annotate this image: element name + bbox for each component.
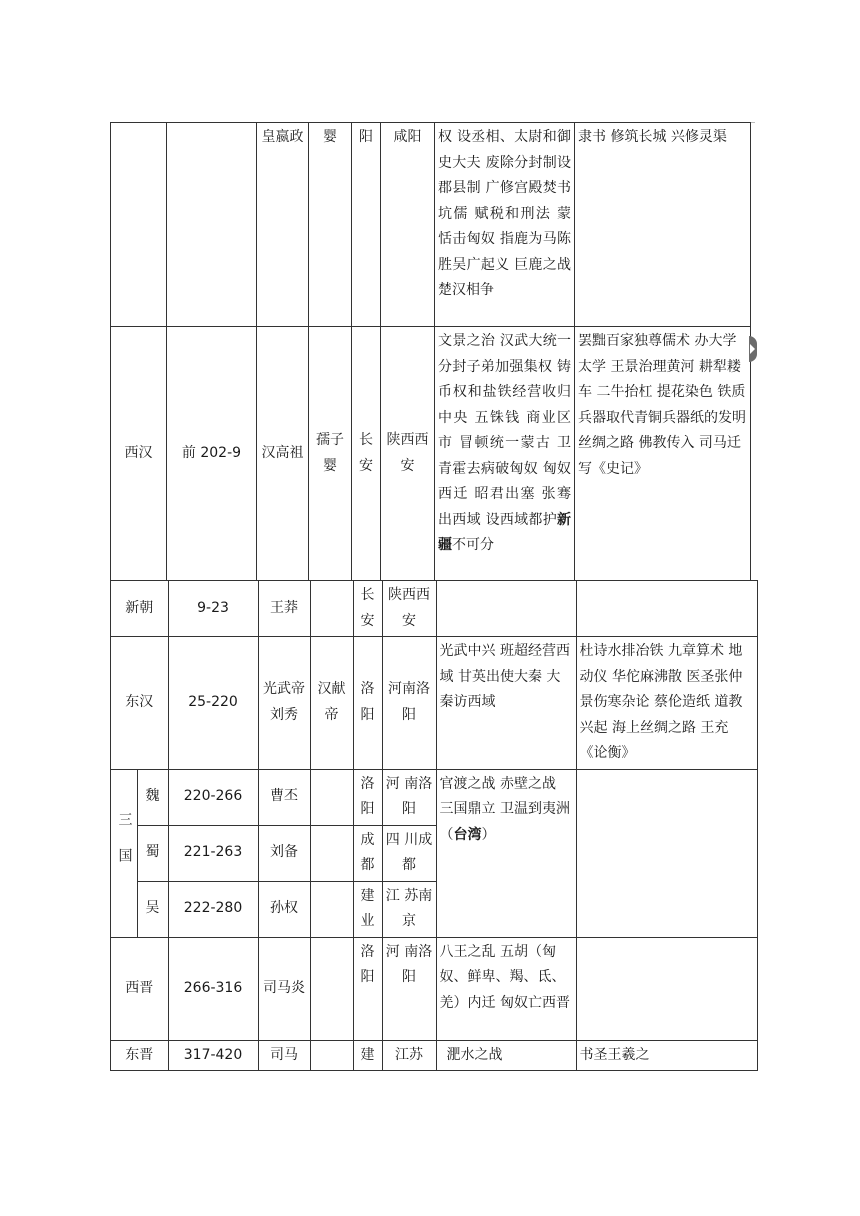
sanguo-label: 三国 <box>116 812 133 885</box>
table-row-qin <box>111 123 751 327</box>
years-cell: 9-23 <box>168 581 258 637</box>
capital-cell: 成都 <box>353 825 382 881</box>
events-cell: 光武中兴 班超经营西域 甘英出使大秦 大秦访西域 <box>436 637 576 770</box>
table-row-xijin <box>111 937 758 1040</box>
first-ruler-cell: 汉高祖 <box>257 327 309 581</box>
first-ruler-cell: 司马炎 <box>258 937 310 1040</box>
state-name-cell: 吴 <box>137 881 168 937</box>
dynasty-table-upper <box>110 122 751 581</box>
last-ruler-cell <box>310 769 353 825</box>
dynasty-cell-sanguo <box>111 769 138 937</box>
location-cell: 陕西西安 <box>381 327 435 581</box>
culture-cell <box>576 769 757 937</box>
location-cell: 咸阳 <box>381 123 435 327</box>
location-cell: 陕西西安 <box>382 581 436 637</box>
capital-cell: 长安 <box>352 327 381 581</box>
events-bold-text: 台湾 <box>453 826 482 843</box>
years-cell: 222-280 <box>168 881 258 937</box>
culture-cell: 书圣王羲之 <box>576 1040 757 1071</box>
location-cell: 河南洛阳 <box>382 637 436 770</box>
years-cell: 317-420 <box>168 1040 258 1071</box>
events-cell <box>435 327 575 581</box>
dynasty-table-lower <box>110 580 758 1071</box>
dynasty-cell: 西晋 <box>111 937 169 1040</box>
events-cell <box>436 581 576 637</box>
last-ruler-cell <box>310 881 353 937</box>
culture-cell: 杜诗水排冶铁 九章算术 地动仪 华佗麻沸散 医圣张仲景伤寒杂论 蔡伦造纸 道教兴起 海上丝绸之路 王充《论衡》 <box>576 637 757 770</box>
table-row-dongjin <box>111 1040 758 1071</box>
last-ruler-cell <box>310 581 353 637</box>
location-cell: 四 川成都 <box>382 825 436 881</box>
last-ruler-cell <box>310 1040 353 1071</box>
events-text: 文景之治 汉武大统一 分封子弟加强集权 铸币权和盐铁经营收归中央 五铢钱 商业区市 冒顿统一蒙古 卫青霍去病破匈奴 匈奴西迁 昭君出塞 张骞出西域 设西域都护 <box>438 333 571 528</box>
events-bold-text: 新疆 <box>438 511 571 553</box>
ruler-cell: 孙权 <box>258 881 310 937</box>
culture-cell <box>576 581 757 637</box>
dynasty-cell: 东汉 <box>111 637 169 770</box>
location-cell: 河 南洛阳 <box>382 937 436 1040</box>
events-text: 官渡之战 赤壁之战 三国鼎立 卫温到夷洲（ <box>439 775 570 843</box>
side-tab-arrow-icon[interactable] <box>749 336 757 362</box>
capital-cell: 长安 <box>353 581 382 637</box>
events-text-tail: 不可分 <box>452 537 494 553</box>
location-cell: 河 南洛阳 <box>382 769 436 825</box>
years-cell <box>167 123 257 327</box>
years-cell: 前 202-9 <box>167 327 257 581</box>
last-ruler-cell <box>310 937 353 1040</box>
years-cell: 266-316 <box>168 937 258 1040</box>
last-ruler-cell: 孺子婴 <box>309 327 352 581</box>
table-row-xinchao <box>111 581 758 637</box>
capital-cell: 建业 <box>353 881 382 937</box>
last-ruler-cell <box>310 825 353 881</box>
ruler-cell: 曹丕 <box>258 769 310 825</box>
location-cell: 江苏 <box>382 1040 436 1071</box>
events-cell: 淝水之战 <box>436 1040 576 1071</box>
years-cell: 25-220 <box>168 637 258 770</box>
state-name-cell: 蜀 <box>137 825 168 881</box>
events-cell <box>436 769 576 937</box>
years-cell: 220-266 <box>168 769 258 825</box>
table-row-wei <box>111 769 758 825</box>
events-cell: 八王之乱 五胡（匈奴、鲜卑、羯、氐、羌）内迁 匈奴亡西晋 <box>436 937 576 1040</box>
ruler-cell: 刘备 <box>258 825 310 881</box>
capital-cell: 洛阳 <box>353 937 382 1040</box>
location-cell: 江 苏南京 <box>382 881 436 937</box>
events-cell: 权 设丞相、太尉和御史大夫 废除分封制设郡县制 广修宫殿焚书坑儒 赋税和刑法 蒙恬击匈奴 指鹿为马陈胜吴广起义 巨鹿之战 楚汉相争 <box>435 123 575 327</box>
culture-cell: 隶书 修筑长城 兴修灵渠 <box>575 123 751 327</box>
dynasty-cell: 新朝 <box>111 581 169 637</box>
years-cell: 221-263 <box>168 825 258 881</box>
table-row-xihan <box>111 327 751 581</box>
first-ruler-cell: 皇嬴政 <box>257 123 309 327</box>
dynasty-cell: 西汉 <box>111 327 167 581</box>
first-ruler-cell: 司马 <box>258 1040 310 1071</box>
last-ruler-cell: 汉献帝 <box>310 637 353 770</box>
last-ruler-cell: 婴 <box>309 123 352 327</box>
capital-cell: 洛阳 <box>353 637 382 770</box>
table-row-donghan <box>111 637 758 770</box>
state-name-cell: 魏 <box>137 769 168 825</box>
capital-cell: 建 <box>353 1040 382 1071</box>
first-ruler-cell: 光武帝刘秀 <box>258 637 310 770</box>
culture-cell: 罢黜百家独尊儒术 办大学太学 王景治理黄河 耕犁耧车 二牛抬杠 提花染色 铁质兵器取代青铜兵器纸的发明 丝绸之路 佛教传入 司马迁写《史记》 <box>575 327 751 581</box>
dynasty-cell: 东晋 <box>111 1040 169 1071</box>
first-ruler-cell: 王莽 <box>258 581 310 637</box>
events-text-tail: ） <box>481 826 496 843</box>
dynasty-cell <box>111 123 167 327</box>
culture-cell <box>576 937 757 1040</box>
capital-cell: 阳 <box>352 123 381 327</box>
capital-cell: 洛阳 <box>353 769 382 825</box>
